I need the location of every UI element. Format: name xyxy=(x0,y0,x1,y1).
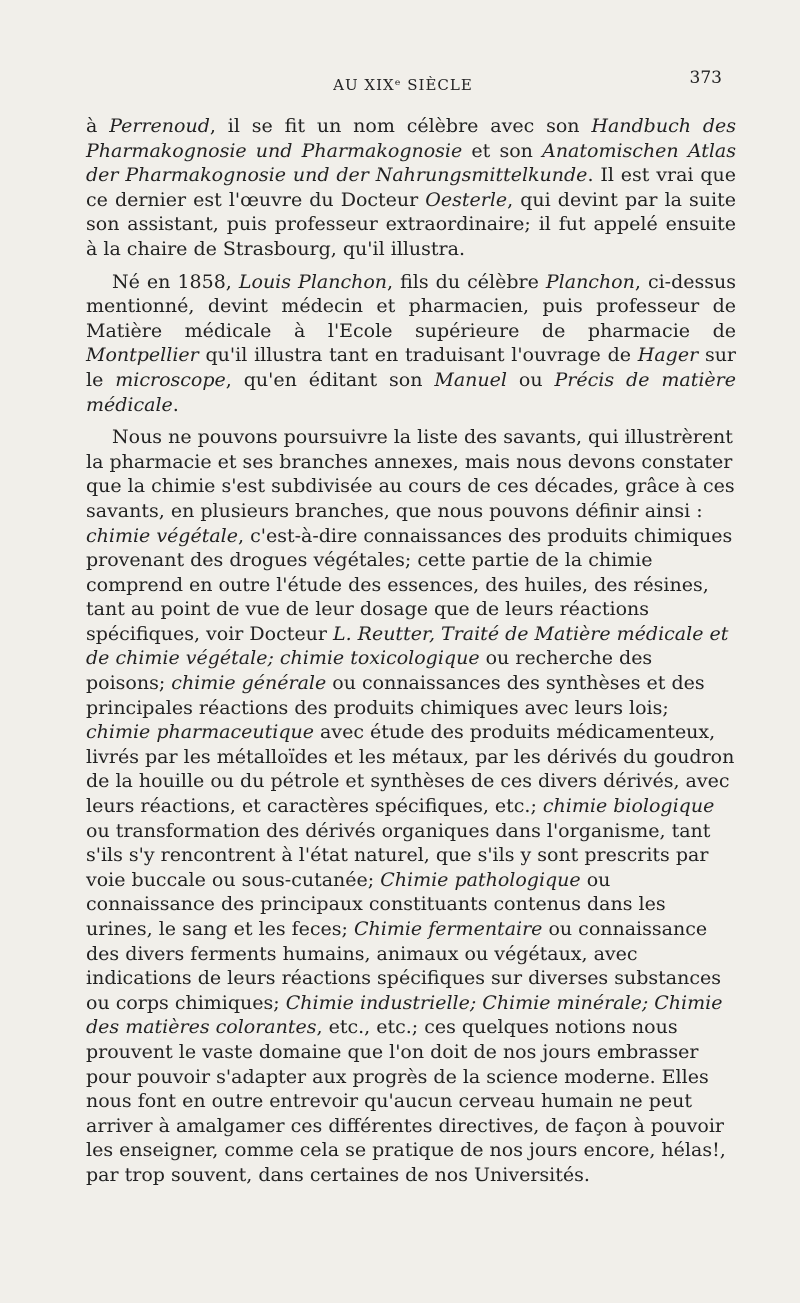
italic-text: Chimie industrielle; Chimie minérale; Chimie des matières colorantes xyxy=(86,991,723,1039)
italic-text: Hager xyxy=(637,344,699,367)
text-run: ou connaissance des principaux constituants contenus dans les urines, le sang et les feces; xyxy=(86,868,666,940)
text-run: ou xyxy=(506,368,555,391)
text-run: , qu'en éditant son xyxy=(225,368,435,391)
text-run: sur le xyxy=(86,344,737,391)
text-run: , qui devint par la suite son assistant, puis professeur extraordinaire; il fut appelé ensuite à la chaire de Strasbourg, qu'il illustra. xyxy=(86,188,736,260)
italic-text: L. Reutter, Traité de Matière médicale et de chimie végétale; chimie toxicologique xyxy=(86,622,729,670)
italic-text: Manuel xyxy=(434,368,507,391)
body-text xyxy=(86,114,736,1188)
text-run: , il se fit un nom célèbre avec son xyxy=(209,115,592,137)
italic-text: Planchon xyxy=(545,270,635,293)
text-run: ou connaissance des divers ferments humains, animaux ou végétaux, avec indications de leurs réactions spécifiques sur diverses substances ou corps chimiques; xyxy=(86,918,721,1014)
italic-text: Montpellier xyxy=(86,344,199,367)
text-run: Nous ne pouvons poursuivre la liste des savants, qui illustrèrent la pharmacie et ses branches annexes, mais nous devons constater que la chimie s'est subdivisée au cours de ces décades, grâce à ces savants, en plusieurs branches, que nous pouvons définir ainsi : xyxy=(86,426,735,522)
paragraph xyxy=(86,114,736,262)
paragraph xyxy=(86,425,736,1187)
text-run: . Il est vrai que ce dernier est l'œuvre du Docteur xyxy=(86,164,736,211)
italic-text: Louis Planchon xyxy=(238,270,388,293)
text-run: . xyxy=(172,393,179,416)
text-run: , etc., etc.; ces quelques notions nous prouvent le vaste domaine que l'on doit de nos jours embrasser pour pouvoir s'adapter aux progrès de la science moderne. Elles nous font en outre entrevoir qu'aucun cerveau humain ne peut arriver à amalgamer ces différentes directives, de façon à pouvoir les enseigner, comme cela se pratique de nos jours encore, hélas!, par trop souvent, dans certaines de nos Universités. xyxy=(86,1016,726,1186)
text-run: ou connaissances des synthèses et des principales réactions des produits chimiques avec leurs lois; xyxy=(86,672,705,719)
italic-text: chimie générale xyxy=(171,672,327,695)
italic-text: Chimie fermentaire xyxy=(353,918,543,940)
paragraph xyxy=(86,270,736,418)
text-run: , c'est-à-dire connaissances des produits chimiques provenant des drogues végétales; cette partie de la chimie comprend en outre l'étude des essences, des huiles, des résines, tant au point de vue de leur dosage que de leurs réactions spécifiques, voir Docteur xyxy=(86,524,733,645)
italic-text: Handbuch des Pharmakognosie und Pharmakognosie xyxy=(86,115,736,162)
italic-text: chimie végétale xyxy=(86,524,238,547)
text-run: ou transformation des dérivés organiques dans l'organisme, tant s'ils s'y rencontrent à l'état naturel, que s'ils y sont prescrits par voie buccale ou sous-cutanée; xyxy=(86,819,711,891)
text-run: à xyxy=(86,115,110,137)
italic-text: Oesterle xyxy=(425,188,508,211)
text-run: qu'il illustra tant en traduisant l'ouvrage de xyxy=(198,344,638,367)
text-run: , fils du célèbre xyxy=(387,270,546,293)
text-run: ou recherche des poisons; xyxy=(86,647,653,695)
italic-text: chimie biologique xyxy=(542,795,715,818)
text-run: et son xyxy=(462,139,543,162)
running-head: AU XIXᵉ SIÈCLE xyxy=(333,76,473,94)
italic-text: Chimie pathologique xyxy=(380,868,581,891)
italic-text: Anatomischen Atlas der Pharmakognosie und der Nahrungsmittelkunde xyxy=(86,139,737,187)
page-header xyxy=(84,68,722,94)
text-run: Né en 1858, xyxy=(112,270,239,293)
text-run: avec étude des produits médicamenteux, livrés par les métalloïdes et les métaux, par les dérivés du goudron de la houille ou du pétrole et synthèses de ces divers dérivés, avec leurs réactions, et caractères spécifiques, etc.; xyxy=(86,721,735,818)
italic-text: microscope xyxy=(115,368,226,391)
italic-text: Précis de matière médicale xyxy=(86,368,736,416)
page-number: 373 xyxy=(689,68,722,88)
italic-text: chimie pharmaceutique xyxy=(86,721,314,744)
italic-text: Perrenoud xyxy=(109,115,210,137)
text-run: , ci-dessus mentionné, devint médecin et pharmacien, puis professeur de Matière médicale à l'Ecole supérieure de pharmacie de xyxy=(86,270,736,342)
